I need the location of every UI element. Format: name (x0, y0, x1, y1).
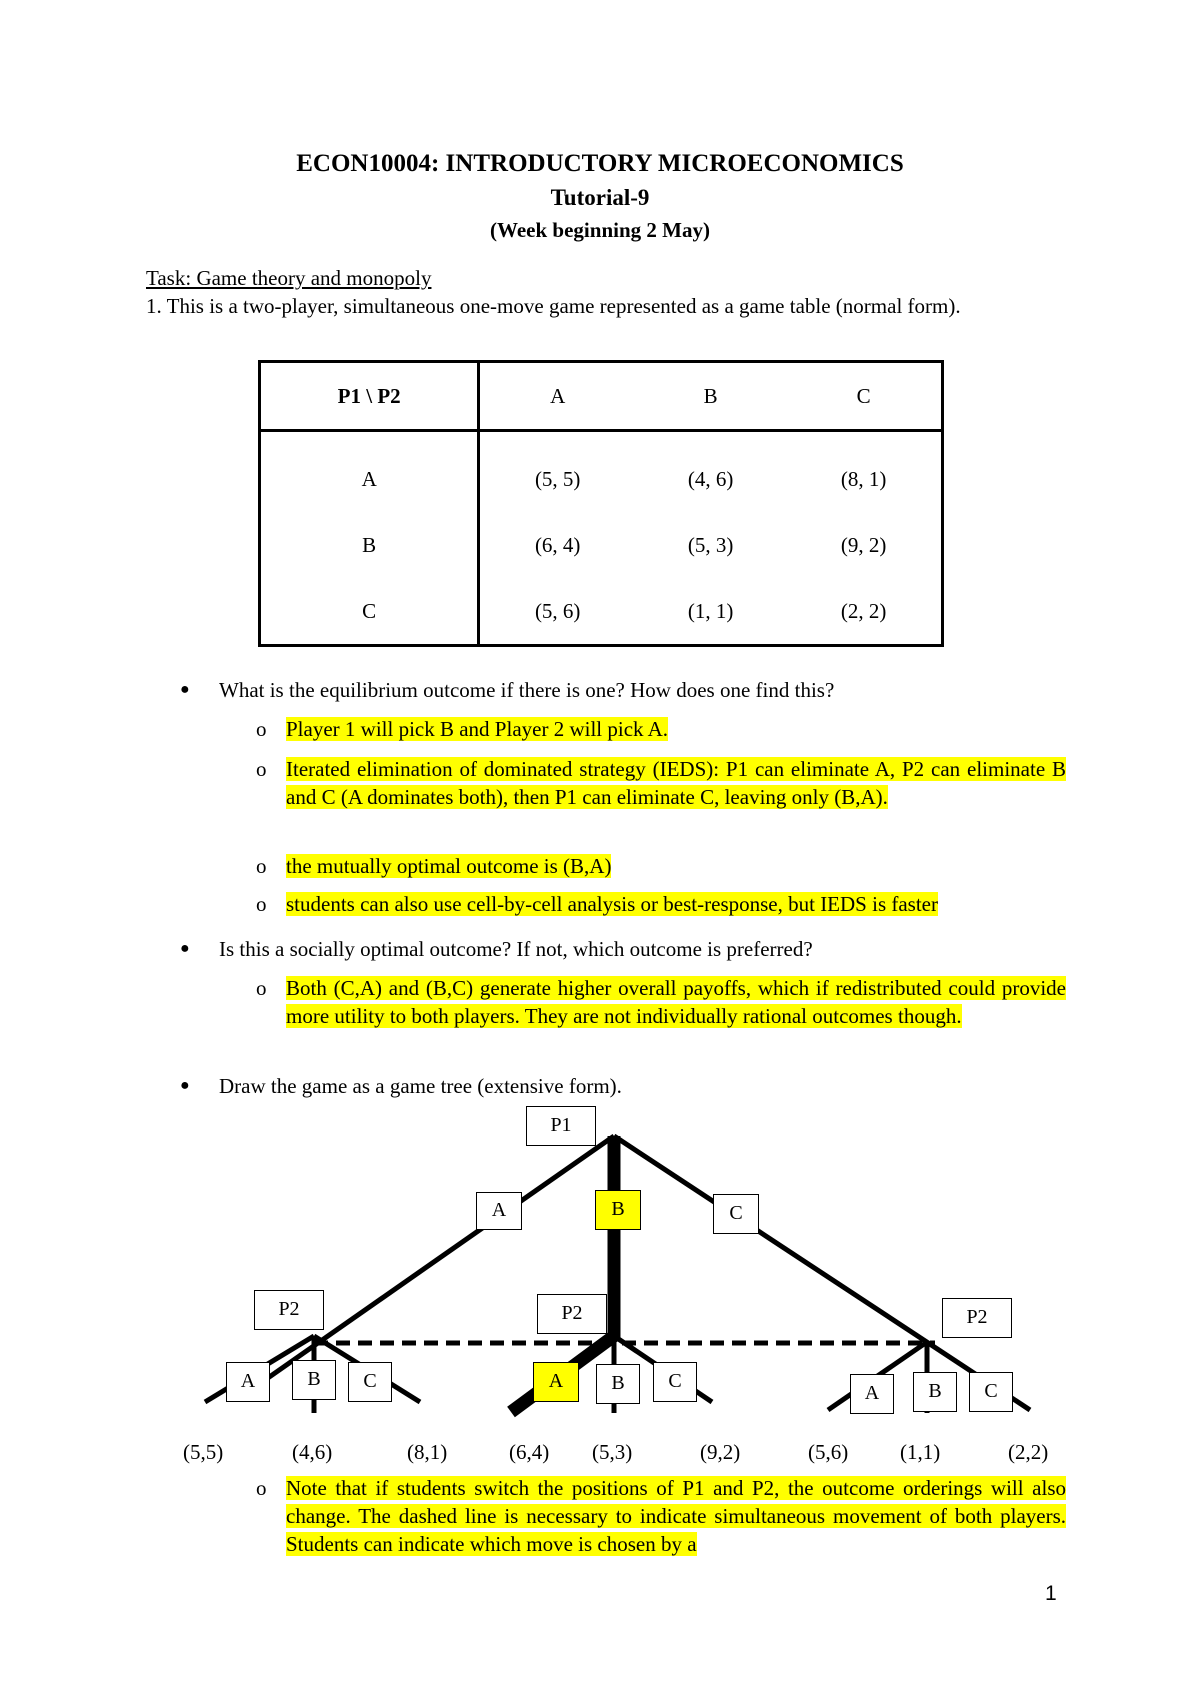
highlighted-answer: Iterated elimination of dominated strategy (IEDS): P1 can eliminate A, P2 can eliminate B and C (A dominates both), then P1 can eliminate C, leaving only (B,A). (286, 757, 1066, 809)
game-tree-diagram (0, 1100, 1200, 1480)
column-header: B (635, 362, 786, 431)
payoff-cell: (6, 4) (534, 532, 581, 557)
row-header: B (260, 512, 479, 578)
column-header: A (479, 362, 635, 431)
move-c-node: C (713, 1194, 759, 1234)
bullet-icon: ● (180, 940, 190, 957)
payoff-cell: (8, 1) (840, 466, 887, 491)
table-row (260, 512, 943, 578)
column-header: C (786, 362, 942, 431)
payoff-label: (2,2) (1008, 1440, 1049, 1464)
highlighted-answer: Both (C,A) and (B,C) generate higher overall payoffs, which if redistributed could provide more utility to both players. They are not individually rational outcomes though. (286, 976, 1066, 1028)
move-a-node: A (476, 1192, 522, 1230)
node-p2: P2 (942, 1298, 1012, 1338)
document-title: ECON10004: INTRODUCTORY MICROECONOMICS (296, 150, 904, 177)
payoff-cell: (4, 6) (687, 466, 734, 491)
question-equilibrium: What is the equilibrium outcome if there is one? How does one find this? (219, 678, 835, 702)
question-1: 1. This is a two-player, simultaneous one-move game represented as a game table (normal form). (146, 294, 961, 318)
table-row (260, 578, 943, 646)
question-game-tree: Draw the game as a game tree (extensive form). (219, 1074, 622, 1098)
answer-item (286, 755, 1066, 811)
answer-item (286, 852, 1066, 880)
sub-bullet-icon: o (256, 854, 267, 878)
node-p2: P2 (254, 1290, 324, 1330)
move-a-node: A (226, 1362, 270, 1402)
payoff-cell: (1, 1) (687, 598, 734, 623)
payoff-label: (8,1) (407, 1440, 448, 1464)
answer-item (286, 1474, 1066, 1558)
highlighted-answer: students can also use cell-by-cell analysis or best-response, but IEDS is faster (286, 892, 938, 916)
sub-bullet-icon: o (256, 757, 267, 781)
game-table-header-row (260, 362, 943, 431)
move-a-node-selected: A (533, 1362, 579, 1402)
node-p1: P1 (526, 1106, 596, 1146)
payoff-cell: (5, 6) (534, 598, 581, 623)
task-label: Task: Game theory and monopoly (146, 266, 432, 290)
bullet-icon: ● (180, 1077, 190, 1094)
node-p2: P2 (537, 1294, 607, 1334)
highlighted-answer: the mutually optimal outcome is (B,A) (286, 854, 612, 878)
bullet-icon: ● (180, 681, 190, 698)
payoff-label: (5,3) (592, 1440, 633, 1464)
payoff-label: (9,2) (700, 1440, 741, 1464)
highlighted-answer: Note that if students switch the positions of P1 and P2, the outcome orderings will also change. The dashed line is necessary to indicate simultaneous movement of both players. Students can indicate which move is chosen by a (286, 1476, 1066, 1556)
payoff-cell: (5, 3) (687, 532, 734, 557)
answer-item (286, 974, 1066, 1030)
answer-item (286, 715, 1066, 743)
payoff-cell: (9, 2) (840, 532, 887, 557)
sub-bullet-icon: o (256, 717, 267, 741)
answer-item (286, 890, 1066, 918)
table-row (260, 431, 943, 513)
sub-bullet-icon: o (256, 976, 267, 1000)
game-table (258, 360, 944, 647)
payoff-cell: (5, 5) (534, 466, 581, 491)
sub-bullet-icon: o (256, 1476, 267, 1500)
page-number: 1 (1045, 1582, 1057, 1605)
move-b-node: B (913, 1372, 957, 1412)
sub-bullet-icon: o (256, 892, 267, 916)
move-c-node: C (969, 1372, 1013, 1412)
payoff-label: (5,6) (808, 1440, 849, 1464)
row-header: C (260, 578, 479, 646)
move-a-node: A (850, 1374, 894, 1414)
payoff-label: (1,1) (900, 1440, 941, 1464)
move-b-node-selected: B (595, 1190, 641, 1230)
table-corner-cell: P1 \ P2 (260, 362, 479, 431)
payoff-cell: (2, 2) (840, 598, 887, 623)
tutorial-number: Tutorial-9 (550, 185, 650, 210)
move-b-node: B (596, 1364, 640, 1404)
highlighted-answer: Player 1 will pick B and Player 2 will pick A. (286, 717, 669, 741)
move-c-node: C (653, 1362, 697, 1402)
question-social-optimum: Is this a socially optimal outcome? If not, which outcome is preferred? (219, 937, 813, 961)
payoff-label: (6,4) (509, 1440, 550, 1464)
week-note: (Week beginning 2 May) (490, 218, 710, 242)
payoff-label: (5,5) (183, 1440, 224, 1464)
row-header: A (260, 431, 479, 513)
payoff-label: (4,6) (292, 1440, 333, 1464)
move-b-node: B (292, 1360, 336, 1400)
move-c-node: C (348, 1362, 392, 1402)
